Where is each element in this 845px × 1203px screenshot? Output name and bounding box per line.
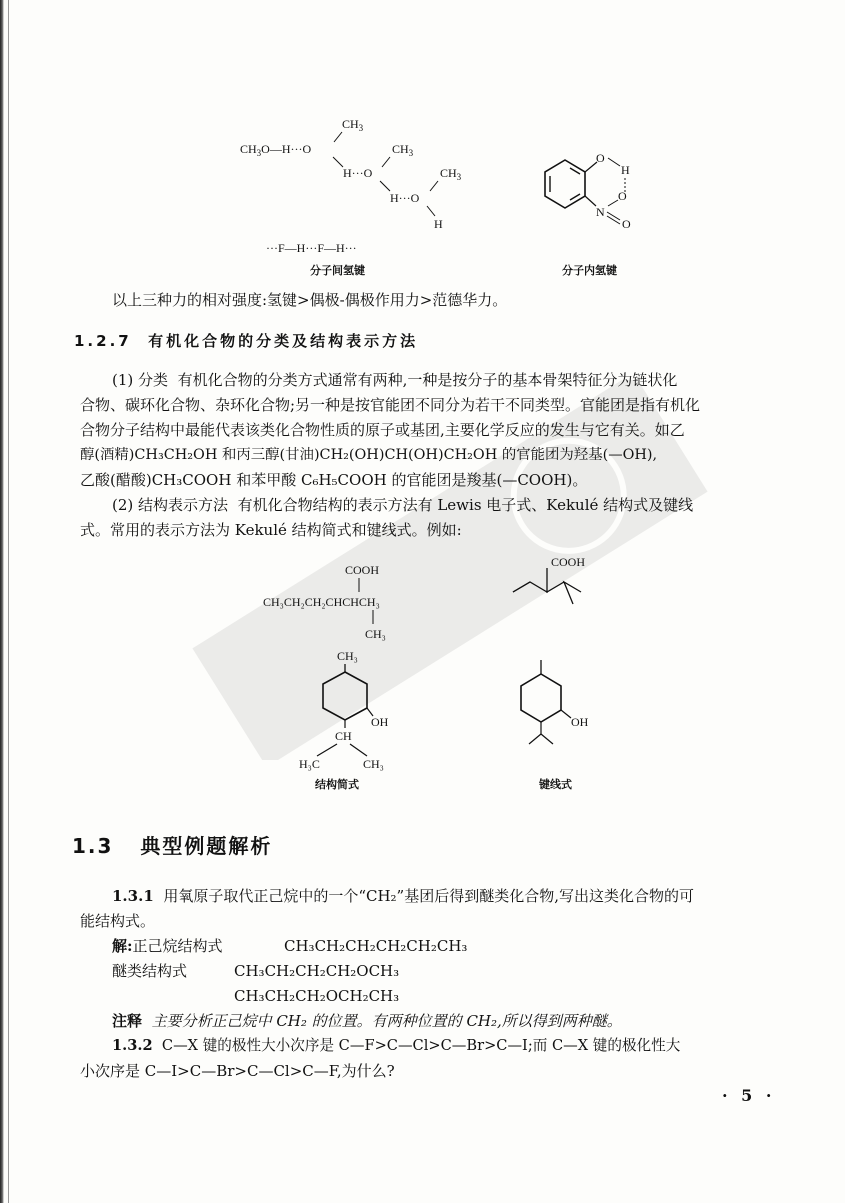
- menthol-oh: OH: [371, 715, 389, 729]
- hexane-formula: CH₃CH₂CH₂CH₂CH₂CH₃: [284, 937, 468, 955]
- note-line: 注释 主要分析正己烷中 CH₂ 的位置。有两种位置的 CH₂,所以得到两种醚。: [112, 1012, 622, 1030]
- ether-formula-2: CH₃CH₂CH₂OCH₂CH₃: [234, 987, 400, 1005]
- hf-chain: ···F—H···F—H···: [266, 241, 357, 255]
- methanol-ch3-low: $CH_3$: [440, 166, 462, 182]
- svg-text:O: O: [622, 217, 631, 231]
- menthol-ch3: CH₃: [337, 649, 358, 663]
- condensed-ch3: CH₃: [365, 627, 386, 641]
- page-binding-edge: [0, 0, 4, 1203]
- methanol-ch3-top: $CH_3$: [342, 117, 364, 133]
- caption-intramolecular: 分子内氢键: [562, 264, 617, 277]
- document-page: $CH_3$ $CH_3O—H\cdot\cdot\cdot O$ $CH_3$ H···O $CH_3$ H···O H ···F—H···F—H··· 分子间氢键 O H N O O 分子内氢键 以上三种力的相对强度:氢键>偶极-偶极作用力>范德华力。 1.2.7 有机化合物的分类及结构表示方法 (1) 分类 有机化合物的分类方式通常有两种,一种是按分子的基本骨架特征分为链状化 合物、碳环化合物、杂环化合物;另一种是按官能团不同分为若干不同类型。官能团是指有机化 合物分子结构中最能代表该类化合物性质的原子或基团,主要化学反应的发生与它有关。如乙 醇(酒精)CH₃CH₂OH 和丙三醇(甘油)CH₂(OH)CH(OH)CH₂OH 的官能团为羟基(—OH), 乙酸(醋酸)CH₃COOH 和苯甲酸 C₆H₅COOH 的官能团是羧基(—COOH)。 (2) 结构表示方法 有机化合物结构的表示方法有 Lewis 电子式、Kekulé 结构式及键线 式。常用的表示方法为 Kekulé 结构简式和键线式。例如: COOH CH₃CH₂CH₂CHCHCH₃ CH₃ COOH CH₃ OH CH H₃C CH₃ 结构简式 OH 键线式 1.3 典型例题解析 1.3.1 用氧原子取代正己烷中的一个“CH₂”基团后得到醚类化合物,写出这类化合物的可 能结构式。 解:正己烷结构式 CH₃CH₂CH₂CH₂CH₂CH₃ 醚类结构式 CH₃CH₂CH₂CH₂OCH₃ CH₃CH₂CH₂OCH₂CH₃ 注释 主要分析正己烷中 CH₂ 的位置。有两种位置的 CH₂,所以得到两种醚。 1.3.2 C—X 键的极性大小次序是 C—F>C—Cl>C—Br>C—I;而 C—X 键的极化性大 小次序是 C—I>C—Br>C—Cl>C—F,为什么? · 5 ·: [0, 0, 845, 1203]
- menthol-h3c: H₃C: [299, 757, 320, 771]
- menthol-ch: CH: [335, 729, 352, 743]
- page-number: · 5 ·: [722, 1086, 776, 1105]
- structural-formula-figure: [255, 548, 635, 798]
- methanol-terminal-h: H: [434, 217, 443, 231]
- menthol-skeletal: [521, 660, 589, 744]
- page-margin-line: [8, 0, 9, 1203]
- section-heading-1-2-7: 1.2.7 有机化合物的分类及结构表示方法: [74, 332, 419, 350]
- force-strength-summary: 以上三种力的相对强度:氢键>偶极-偶极作用力>范德华力。: [112, 291, 508, 309]
- methanol-second: H···O: [343, 166, 373, 180]
- svg-text:OH: OH: [571, 715, 589, 729]
- nitrophenol-structure: [545, 151, 631, 231]
- svg-text:H: H: [621, 163, 630, 177]
- ether-formula-1: CH₃CH₂CH₂CH₂OCH₃: [234, 962, 400, 980]
- hydrogen-bond-figure: [230, 112, 660, 282]
- methanol-first: $CH_3O—H\cdot\cdot\cdot O$: [240, 142, 312, 158]
- menthol-ch3-right: CH₃: [363, 757, 384, 771]
- methanol-ch3-mid: $CH_3$: [392, 142, 414, 158]
- condensed-cooh: COOH: [345, 563, 380, 577]
- svg-text:N: N: [596, 205, 605, 219]
- methanol-third: H···O: [390, 191, 420, 205]
- caption-intermolecular: 分子间氢键: [310, 264, 365, 277]
- caption-condensed: 结构简式: [315, 778, 359, 791]
- section-heading-1-3: 1.3 典型例题解析: [72, 834, 273, 858]
- svg-text:O: O: [618, 189, 627, 203]
- condensed-chain: CH₃CH₂CH₂CHCHCH₃: [263, 595, 380, 609]
- svg-text:COOH: COOH: [551, 555, 586, 569]
- caption-skeletal: 键线式: [539, 778, 572, 791]
- skeletal-formula-acid: [513, 555, 585, 604]
- svg-text:O: O: [596, 151, 605, 165]
